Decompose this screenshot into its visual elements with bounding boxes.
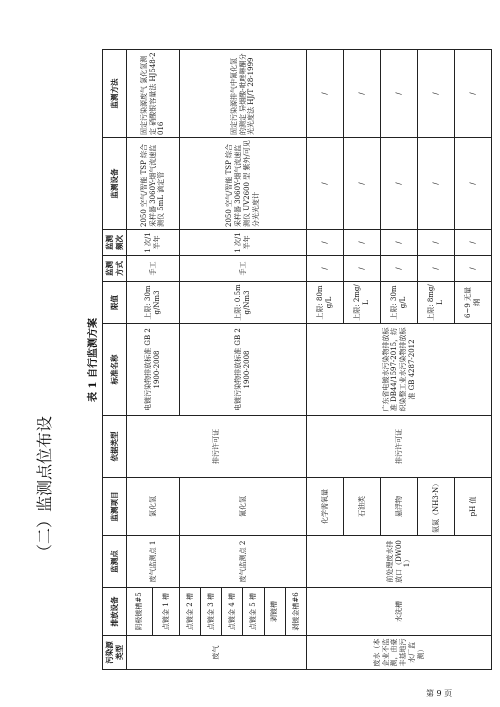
source-type-gas: 废气 <box>127 636 307 670</box>
device-cell: 剥镀金槽#6 <box>285 588 306 636</box>
placeholder-cell: / <box>454 138 491 230</box>
water-device: 水洗槽 <box>307 588 492 636</box>
device-cell: 点镀金 3 槽 <box>200 588 221 636</box>
gas-point-2: 废气监测点 2 <box>179 536 306 588</box>
header-cell: 监测频次 <box>103 230 127 256</box>
gas-frequency-2: 1 次/1 半年 <box>179 230 306 256</box>
header-cell: 监测点 <box>103 536 127 588</box>
device-cell: 点镀金 2 槽 <box>179 588 200 636</box>
header-cell: 监测方式 <box>103 256 127 282</box>
water-item: 氨氮（NH3-N） <box>417 478 454 536</box>
placeholder-cell: / <box>417 256 454 282</box>
placeholder-cell: / <box>380 50 417 138</box>
gas-equipment-2: 2050 空气/智能 TSP 综合采样器 3060Y-烟气流速监测仪 UV2600 型 紫外/可见分光光度计 <box>179 138 306 230</box>
placeholder-cell: / <box>343 50 380 138</box>
placeholder-cell: / <box>380 256 417 282</box>
placeholder-cell: / <box>380 138 417 230</box>
placeholder-cell: / <box>417 230 454 256</box>
water-item: 石油类 <box>343 478 380 536</box>
gas-mode-2: 手工 <box>179 256 306 282</box>
header-cell: 监测方法 <box>103 50 127 138</box>
placeholder-cell: / <box>380 230 417 256</box>
placeholder-cell: / <box>417 138 454 230</box>
placeholder-cell: / <box>307 138 344 230</box>
header-cell: 依据类型 <box>103 416 127 478</box>
gas-mode-1: 手工 <box>127 256 180 282</box>
water-limit: 上限: 2mg/L <box>343 282 380 324</box>
placeholder-cell: / <box>454 256 491 282</box>
water-standard: 广东省电镀水污染物排放标准 DB44/1597-2015，纺织染整工业水污染物排放标准 GB 4287-2012 <box>307 324 492 416</box>
device-cell: 点镀金 5 槽 <box>243 588 264 636</box>
water-item: 悬浮物 <box>380 478 417 536</box>
placeholder-cell: / <box>417 50 454 138</box>
gas-method-1: 固定污染源废气 氯化氢测定 硝酸银容量法 HJ548-2016 <box>127 50 180 138</box>
device-cell: 点镀金 1 槽 <box>153 588 179 636</box>
gas-limit-2: 上限: 0.5mg/Nm3 <box>179 282 306 324</box>
source-type-water: 废水（本企业不监测，由豪丰基地污水厂监测） <box>307 636 492 670</box>
placeholder-cell: / <box>343 256 380 282</box>
device-cell: 阴极镀槽#5 <box>127 588 153 636</box>
placeholder-cell: / <box>307 230 344 256</box>
water-item: 化学需氧量 <box>307 478 344 536</box>
monitoring-plan-table <box>102 49 492 670</box>
gas-basis: 排污许可证 <box>127 416 307 478</box>
gas-equipment-1: 2050 空气/智能 TSP 综合采样器 3060Y-烟气流速监测仪 5mL 滴定管 <box>127 138 180 230</box>
gas-method-2: 固定污染源排气中氰化氢的测定 异烟酸-吡唑啉酮分光光度法 HJ/T 28-1999 <box>179 50 306 138</box>
water-limit: 上限: 30mg/L <box>380 282 417 324</box>
header-cell: 监测设备 <box>103 138 127 230</box>
water-item: pH 值 <box>454 478 491 536</box>
gas-standard-2: 电镀污染物排放标准 GB 21900-2008 <box>179 324 306 416</box>
rotated-table-wrapper <box>88 50 492 670</box>
gas-point-1: 废气监测点 1 <box>127 536 180 588</box>
header-cell: 标准名称 <box>103 324 127 416</box>
gas-item-2: 氰化氢 <box>179 478 306 536</box>
gas-frequency-1: 1 次/1 半年 <box>127 230 180 256</box>
device-cell: 剥镀槽 <box>264 588 285 636</box>
gas-item-1: 氯化氢 <box>127 478 180 536</box>
placeholder-cell: / <box>307 256 344 282</box>
placeholder-cell: / <box>307 50 344 138</box>
header-cell: 限值 <box>103 282 127 324</box>
header-cell: 污染源类型 <box>103 636 127 670</box>
placeholder-cell: / <box>343 230 380 256</box>
water-basis: 排污许可证 <box>307 416 492 478</box>
placeholder-cell: / <box>454 50 491 138</box>
gas-standard-1: 电镀污染物排放标准 GB 21900-2008 <box>127 324 180 416</box>
section-heading: （二）监测点位布设 <box>35 415 54 560</box>
placeholder-cell: / <box>454 230 491 256</box>
header-cell: 监测项目 <box>103 478 127 536</box>
gas-limit-1: 上限: 30mg/Nm3 <box>127 282 180 324</box>
table-header-row <box>103 50 127 670</box>
placeholder-cell: / <box>343 138 380 230</box>
table-row <box>307 50 344 670</box>
table-title: 表 1 自行监测方案 <box>88 318 99 402</box>
water-limit: 上限: 8mg/L <box>417 282 454 324</box>
table-row <box>179 50 200 670</box>
header-cell: 排放设备 <box>103 588 127 636</box>
water-limit: 6~9 无量纲 <box>454 282 491 324</box>
table-row <box>127 50 153 670</box>
water-limit: 上限: 80mg/L <box>307 282 344 324</box>
device-cell: 点镀金 4 槽 <box>222 588 243 636</box>
water-point: 前处理废水排放口（DW001） <box>307 536 492 588</box>
page-number: 第 9 页 <box>426 689 453 698</box>
